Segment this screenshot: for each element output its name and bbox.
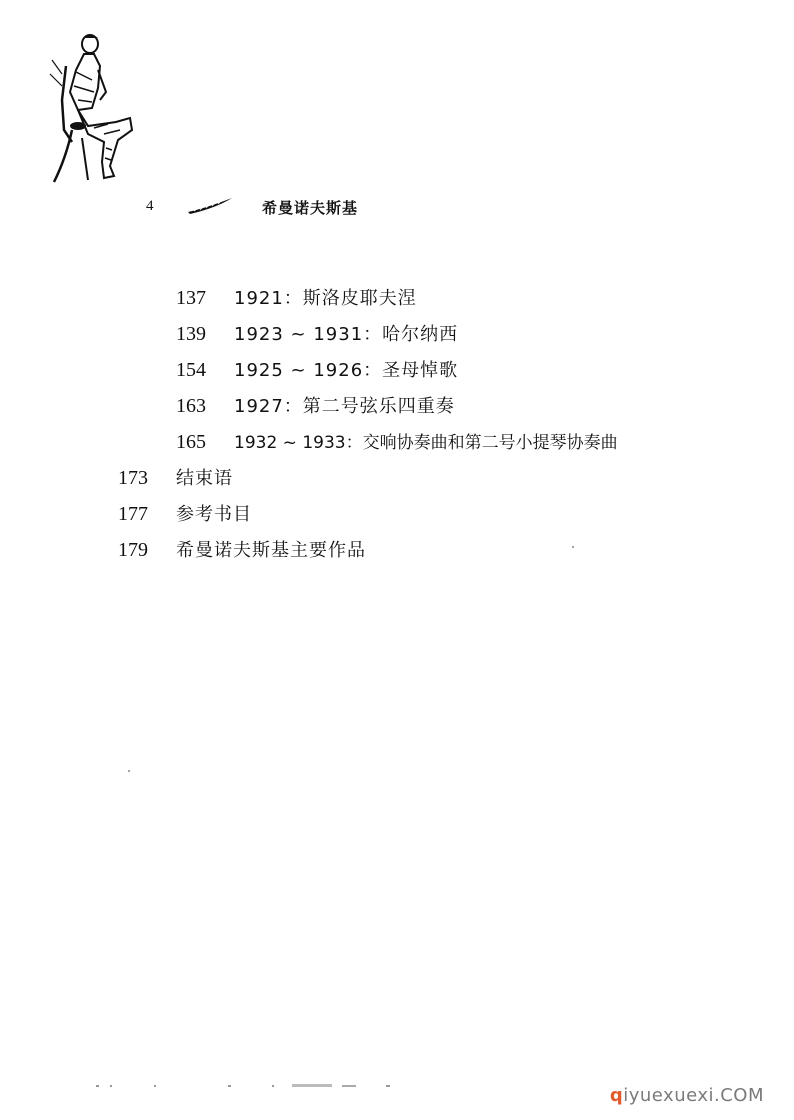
toc-page-number: 163 <box>176 395 206 417</box>
toc-title: 1921：斯洛皮耶夫涅 <box>234 288 417 309</box>
toc-page-number: 154 <box>176 359 206 381</box>
scan-noise <box>96 1083 396 1089</box>
toc-entry <box>118 535 366 563</box>
toc-page-number: 173 <box>118 467 148 489</box>
scan-speck <box>572 546 574 548</box>
toc-entry <box>118 499 252 527</box>
page-number: 4 <box>146 198 154 214</box>
toc-page-number: 179 <box>118 539 148 561</box>
scan-speck <box>128 770 130 772</box>
toc-entry <box>118 463 233 491</box>
toc-title: 希曼诺夫斯基主要作品 <box>176 540 366 561</box>
toc-title: 1927：第二号弦乐四重奏 <box>234 396 455 417</box>
toc-entry <box>176 391 455 419</box>
quill-ornament-icon <box>186 196 234 216</box>
seated-figure-illustration <box>48 30 143 185</box>
toc-entry <box>176 283 417 311</box>
toc-page-number: 137 <box>176 287 206 309</box>
toc-page-number: 165 <box>176 431 206 453</box>
toc-page-number: 177 <box>118 503 148 525</box>
toc-title: 1923 ~ 1931：哈尔纳西 <box>234 324 459 345</box>
site-watermark <box>610 1085 764 1106</box>
toc-entry <box>176 355 458 383</box>
toc-title: 参考书目 <box>176 504 252 525</box>
watermark-rest: iyuexuexi.COM <box>623 1085 764 1106</box>
watermark-lead: q <box>609 1085 624 1106</box>
toc-entry <box>176 319 458 347</box>
toc-title: 1925 ~ 1926：圣母悼歌 <box>234 360 459 381</box>
toc-page-number: 139 <box>176 323 206 345</box>
toc-title: 1932 ~ 1933：交响协奏曲和第二号小提琴协奏曲 <box>234 433 618 453</box>
running-title: 希曼诺夫斯基 <box>262 199 359 217</box>
toc-title: 结束语 <box>176 468 233 489</box>
toc-entry <box>176 427 618 455</box>
